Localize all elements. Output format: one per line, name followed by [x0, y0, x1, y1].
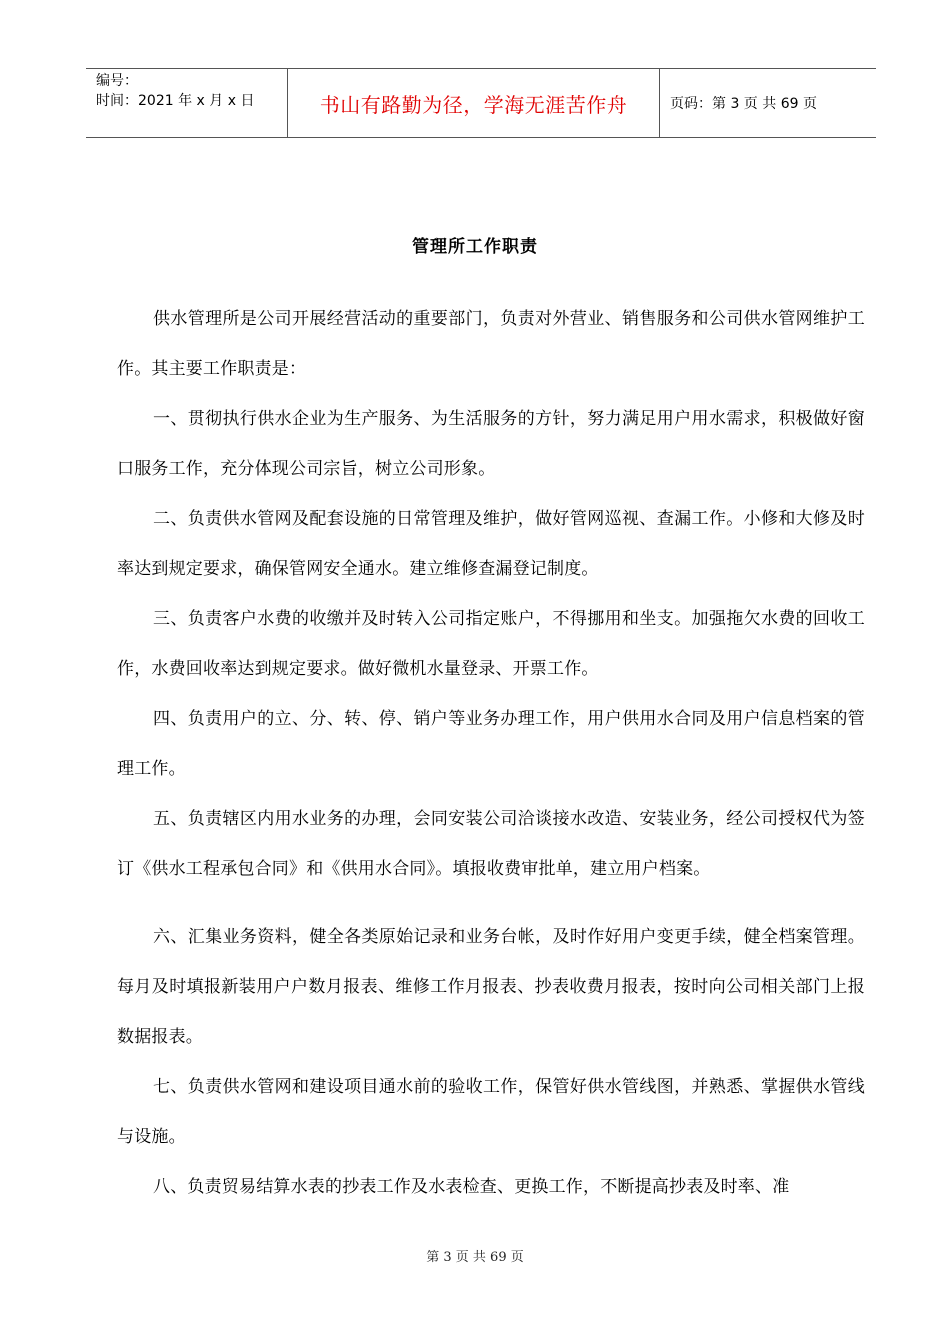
document-header — [86, 68, 876, 138]
paragraph-duty-5: 五、负责辖区内用水业务的办理，会同安装公司洽谈接水改造、安装业务，经公司授权代为签订《供水工程承包合同》和《供用水合同》。填报收费审批单，建立用户档案。 — [117, 809, 865, 879]
page-info-text: 页码：第 3 页 共 69 页 — [670, 96, 817, 112]
paragraph-duty-2: 二、负责供水管网及配套设施的日常管理及维护，做好管网巡视、查漏工作。小修和大修及时率达到规定要求，确保管网安全通水。建立维修查漏登记制度。 — [117, 509, 865, 579]
header-motto-cell — [288, 69, 660, 137]
paragraph-duty-6: 六、汇集业务资料，健全各类原始记录和业务台帐，及时作好用户变更手续，健全档案管理。每月及时填报新装用户户数月报表、维修工作月报表、抄表收费月报表，按时向公司相关部门上报数据报表。 — [117, 927, 865, 1047]
document-title: 管理所工作职责 — [412, 237, 538, 257]
motto-text: 书山有路勤为径，学海无涯苦作舟 — [319, 92, 628, 117]
document-body — [117, 294, 865, 1212]
header-page-cell — [660, 69, 876, 137]
paragraph-duty-4: 四、负责用户的立、分、转、停、销户等业务办理工作，用户供用水合同及用户信息档案的管理工作。 — [117, 709, 865, 779]
page-footer — [0, 1246, 950, 1265]
paragraph-intro: 供水管理所是公司开展经营活动的重要部门，负责对外营业、销售服务和公司供水管网维护工作。其主要工作职责是： — [117, 309, 865, 379]
footer-page-number: 第 3 页 共 69 页 — [426, 1250, 524, 1265]
paragraph-duty-1: 一、贯彻执行供水企业为生产服务、为生活服务的方针，努力满足用户用水需求，积极做好窗口服务工作，充分体现公司宗旨，树立公司形象。 — [117, 409, 865, 479]
date-text: 时间：2021 年 x 月 x 日 — [96, 93, 255, 109]
paragraph-duty-7: 七、负责供水管网和建设项目通水前的验收工作，保管好供水管线图，并熟悉、掌握供水管线与设施。 — [117, 1077, 865, 1147]
paragraph-duty-8: 八、负责贸易结算水表的抄表工作及水表检查、更换工作，不断提高抄表及时率、准 — [153, 1177, 790, 1197]
header-meta-cell — [86, 69, 288, 137]
doc-number-label: 编号： — [96, 73, 138, 89]
paragraph-duty-3: 三、负责客户水费的收缴并及时转入公司指定账户，不得挪用和坐支。加强拖欠水费的回收工作，水费回收率达到规定要求。做好微机水量登录、开票工作。 — [117, 609, 865, 679]
